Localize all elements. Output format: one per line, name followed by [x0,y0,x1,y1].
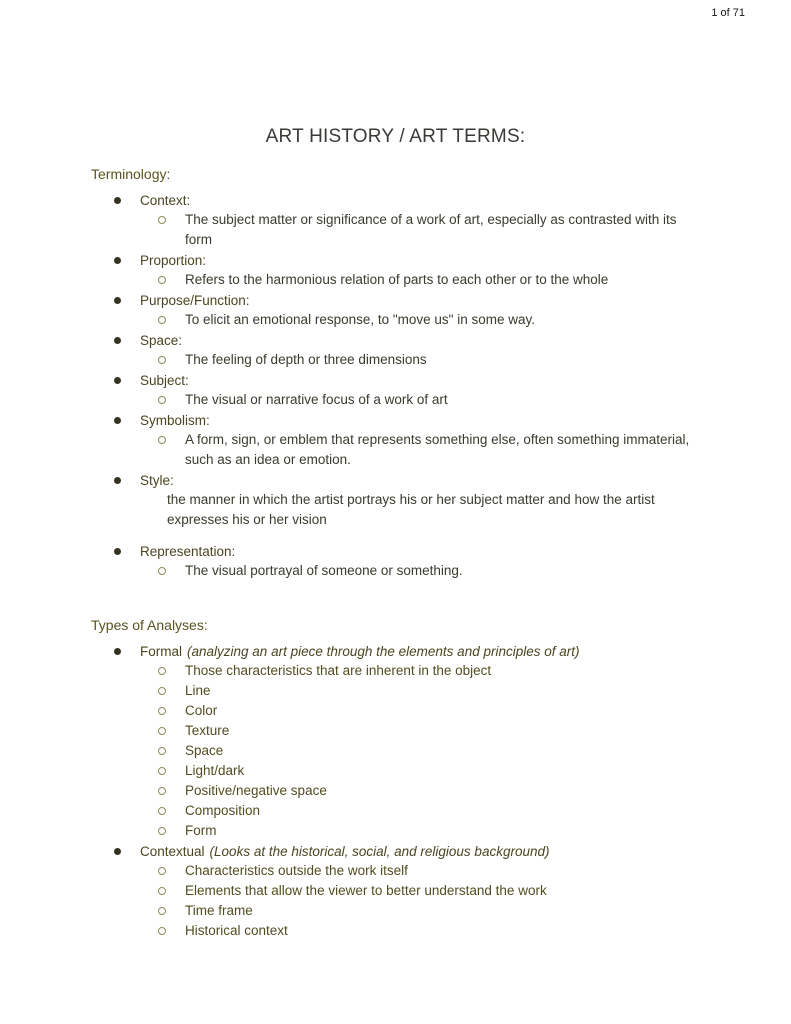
circle-bullet-icon [158,747,166,755]
bullet-item [0,641,791,841]
indented-text: the manner in which the artist portrays his or her subject matter and how the artist expresses his or her vision [167,492,655,527]
sub-bullet-text: The visual or narrative focus of a work of art [185,392,448,407]
bullet-icon [114,648,121,655]
bullet-icon [114,377,121,384]
circle-bullet-icon [158,316,166,324]
sub-bullet-item [0,681,791,701]
sub-bullet-text: Composition [185,803,261,818]
bullet-line [0,250,791,270]
sub-bullet-item [0,661,791,681]
sub-bullet-text: Elements that allow the viewer to better understand the work [185,883,547,898]
sub-bullet-item [0,781,791,801]
bullet-label: Space: [140,332,183,348]
sub-bullet-item [0,310,791,330]
bullet-line [0,841,791,861]
section-heading: Types of Analyses: [91,617,208,633]
sub-bullet-item [0,270,791,290]
sub-bullet-text: Time frame [185,903,253,918]
bullet-label: Formal [140,643,183,659]
sub-bullet-text: Those characteristics that are inherent in the object [185,663,492,678]
bullet-item [0,190,791,250]
bullet-icon [114,417,121,424]
page-number-indicator: 1 of 71 [711,7,745,19]
bullet-item [0,470,791,530]
bullet-icon [114,297,121,304]
circle-bullet-icon [158,807,166,815]
circle-bullet-icon [158,687,166,695]
bullet-label: Purpose/Function: [140,292,250,308]
sub-bullet-item [0,390,791,410]
bullet-item [0,410,791,470]
bullet-label-italic: (analyzing an art piece through the elements and principles of art) [187,643,580,659]
sub-bullet-item [0,761,791,781]
sub-bullet-text: Light/dark [185,763,245,778]
bullet-icon [114,848,121,855]
section-heading: Terminology: [91,166,171,182]
sub-bullet-item [0,901,791,921]
bullet-icon [114,197,121,204]
sub-bullet-text: Form [185,823,217,838]
sub-bullet-text: To elicit an emotional response, to "move us" in some way. [185,312,535,327]
sub-bullet-text: The feeling of depth or three dimensions [185,352,427,367]
section [0,166,791,581]
sub-bullet-item [0,821,791,841]
sub-bullet-item [0,430,791,470]
bullet-item [0,541,791,581]
sub-bullet-text: Historical context [185,923,288,938]
circle-bullet-icon [158,707,166,715]
sub-bullet-item [0,350,791,370]
bullet-line [0,370,791,390]
sub-bullet-item [0,701,791,721]
sub-bullet-item [0,921,791,941]
section [0,617,791,941]
bullet-line [0,470,791,490]
bullet-label: Contextual [140,843,205,859]
sub-bullet-text: Characteristics outside the work itself [185,863,408,878]
sub-bullet-text: Space [185,743,224,758]
sub-bullet-text: Positive/negative space [185,783,327,798]
bullet-line [0,330,791,350]
circle-bullet-icon [158,827,166,835]
sub-bullet-text: The subject matter or significance of a work of art, especially as contrasted with its form [185,212,677,247]
bullet-line [0,190,791,210]
circle-bullet-icon [158,216,166,224]
sub-bullet-text: Texture [185,723,230,738]
sub-bullet-item [0,721,791,741]
bullet-label-italic: (Looks at the historical, social, and religious background) [209,843,550,859]
bullet-icon [114,337,121,344]
circle-bullet-icon [158,907,166,915]
sub-bullet-text: Color [185,703,218,718]
circle-bullet-icon [158,567,166,575]
bullet-label: Symbolism: [140,412,210,428]
bullet-label: Subject: [140,372,189,388]
bullet-item [0,290,791,330]
circle-bullet-icon [158,727,166,735]
circle-bullet-icon [158,276,166,284]
bullet-label: Proportion: [140,252,207,268]
sub-bullet-text: The visual portrayal of someone or something. [185,563,463,578]
bullet-line [0,410,791,430]
circle-bullet-icon [158,787,166,795]
bullet-item [0,330,791,370]
bullet-icon [114,477,121,484]
bullet-icon [114,548,121,555]
sub-bullet-item [0,861,791,881]
sub-bullet-item [0,741,791,761]
document-body [0,166,791,941]
bullet-icon [114,257,121,264]
bullet-item [0,841,791,941]
circle-bullet-icon [158,356,166,364]
bullet-label: Representation: [140,543,236,559]
sub-bullet-item [0,210,791,250]
document-title: ART HISTORY / ART TERMS: [265,126,526,147]
bullet-label: Style: [140,472,174,488]
sub-bullet-item [0,881,791,901]
sub-bullet-item [0,561,791,581]
circle-bullet-icon [158,887,166,895]
circle-bullet-icon [158,436,166,444]
bullet-item [0,250,791,290]
circle-bullet-icon [158,867,166,875]
sub-bullet-text: Refers to the harmonious relation of parts to each other or to the whole [185,272,609,287]
bullet-line [0,290,791,310]
sub-bullet-text: Line [185,683,211,698]
circle-bullet-icon [158,927,166,935]
bullet-item [0,370,791,410]
bullet-line [0,541,791,561]
bullet-line [0,641,791,661]
sub-bullet-item [0,801,791,821]
bullet-label: Context: [140,192,191,208]
sub-bullet-text: A form, sign, or emblem that represents something else, often something immaterial, such as an idea or emotion. [185,432,690,467]
circle-bullet-icon [158,396,166,404]
circle-bullet-icon [158,667,166,675]
circle-bullet-icon [158,767,166,775]
